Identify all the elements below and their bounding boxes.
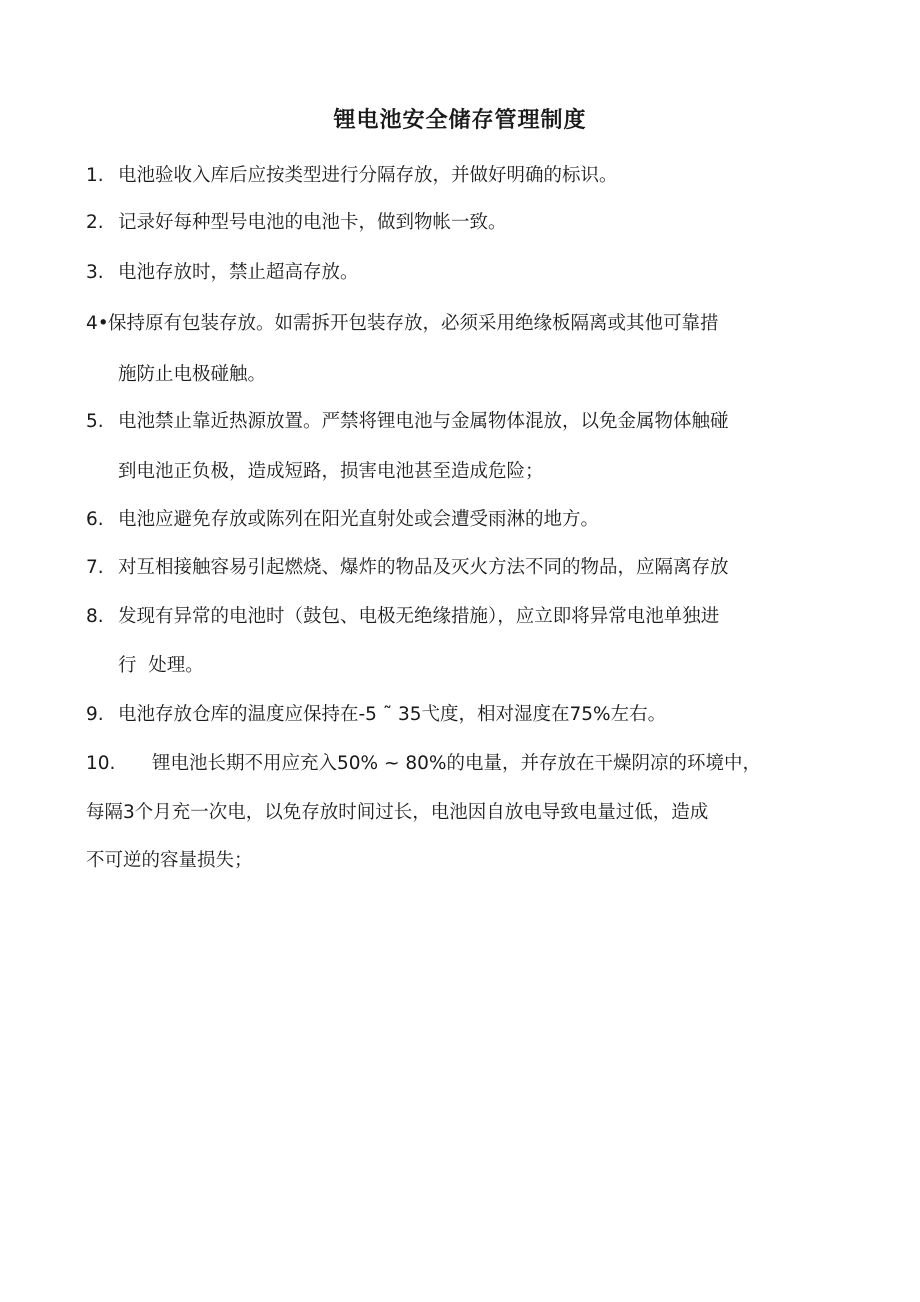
item-text: 锂电池长期不用应充入50% ~ 80%的电量，并存放在干燥阴凉的环境中， xyxy=(152,753,762,774)
item-text: 电池禁止靠近热源放置。严禁将锂电池与金属物体混放，以免金属物体触碰 xyxy=(118,411,729,432)
item-number: 9. xyxy=(86,704,104,725)
item-text: 发现有异常的电池时（鼓包、电极无绝缘措施），应立即将异常电池单独进 xyxy=(118,606,720,627)
item-number: 7. xyxy=(86,557,104,578)
item-number: 4• xyxy=(86,313,109,334)
item-text: 电池存放时，禁止超高存放。 xyxy=(118,262,359,283)
item-number: 2. xyxy=(86,212,104,233)
item-text: 电池验收入库后应按类型进行分隔存放，并做好明确的标识。 xyxy=(118,165,618,186)
item-text: 电池应避免存放或陈列在阳光直射处或会遭受雨淋的地方。 xyxy=(118,509,600,530)
item-text: 保持原有包装存放。如需拆开包装存放，必须采用绝缘板隔离或其他可靠措 xyxy=(108,313,719,334)
item-number: 6. xyxy=(86,509,104,530)
document-title: 锂电池安全储存管理制度 xyxy=(333,108,587,133)
item-text-continued: 到电池正负极，造成短路，损害电池甚至造成危险； xyxy=(118,461,544,482)
item-number: 8. xyxy=(86,606,104,627)
item-text: 对互相接触容易引起燃烧、爆炸的物品及灭火方法不同的物品，应隔离存放 xyxy=(118,557,729,578)
item-text: 记录好每种型号电池的电池卡，做到物帐一致。 xyxy=(118,212,507,233)
item-text-continued: 不可逆的容量损失； xyxy=(86,850,253,871)
item-number: 1. xyxy=(86,165,104,186)
item-text-continued: 行 处理。 xyxy=(118,655,204,676)
item-number: 10. xyxy=(86,753,116,774)
item-number: 5. xyxy=(86,411,104,432)
item-text: 电池存放仓库的温度应保持在-5 ˜ 35弋度，相对湿度在75%左右。 xyxy=(118,704,667,725)
item-number: 3. xyxy=(86,262,104,283)
item-text-continued: 施防止电极碰触。 xyxy=(118,364,267,385)
item-text-continued: 每隔3个月充一次电，以免存放时间过长，电池因自放电导致电量过低，造成 xyxy=(86,802,709,823)
